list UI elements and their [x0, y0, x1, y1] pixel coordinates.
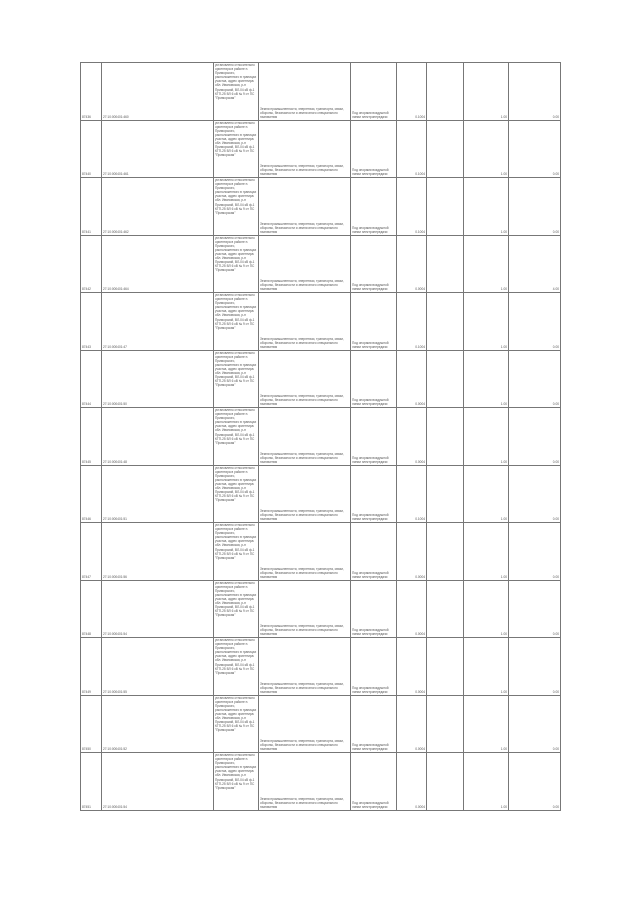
area-cell: 0.0004	[397, 753, 427, 811]
table-row	[81, 753, 561, 811]
category-cell: Земли промышленности, энергетики, транспорта, связи, обороны, безопасности и земли иного специального назначения	[259, 293, 351, 351]
value2-cell: 0.00	[509, 293, 561, 351]
location-cell: установлено относительно ориентира в районе п. Приморского, расположенного в границах участка, адрес ориентира: обл. Ивановская, р-н Приморский, ВЛ-04 кВ ф-1 КТП-25 ВЛ 6 кВ № 9 от ПС "Приморская"	[214, 178, 259, 236]
empty-cell	[427, 695, 464, 753]
usage-cell: Под опорами воздушной линии электропередачи	[351, 408, 397, 466]
id-cell: 87446	[81, 465, 102, 523]
category-cell: Земли промышленности, энергетики, транспорта, связи, обороны, безопасности и земли иного специального назначения	[259, 63, 351, 121]
usage-cell: Под опорами воздушной линии электропередачи	[351, 465, 397, 523]
empty-cell	[427, 350, 464, 408]
value2-cell: 0.00	[509, 753, 561, 811]
cadastral-number-cell: 27:10:000401:47	[102, 293, 214, 351]
value2-cell: 0.00	[509, 408, 561, 466]
table-row	[81, 408, 561, 466]
area-cell: 0.0004	[397, 695, 427, 753]
land-plots-table	[80, 62, 561, 811]
table-row	[81, 178, 561, 236]
category-cell: Земли промышленности, энергетики, транспорта, связи, обороны, безопасности и земли иного специального назначения	[259, 235, 351, 293]
empty-cell	[427, 63, 464, 121]
empty-cell	[427, 523, 464, 581]
usage-cell: Под опорами воздушной линии электропередачи	[351, 695, 397, 753]
area-cell: 0.0004	[397, 580, 427, 638]
area-cell: 0.1004	[397, 63, 427, 121]
cadastral-number-cell: 27:10:000401:52	[102, 695, 214, 753]
usage-cell: Под опорами воздушной линии электропередачи	[351, 753, 397, 811]
empty-cell	[427, 638, 464, 696]
id-cell: 87443	[81, 293, 102, 351]
id-cell: 87444	[81, 350, 102, 408]
category-cell: Земли промышленности, энергетики, транспорта, связи, обороны, безопасности и земли иного специального назначения	[259, 523, 351, 581]
area-cell: 0.1004	[397, 120, 427, 178]
table-row	[81, 235, 561, 293]
location-cell: установлено относительно ориентира в районе п. Приморского, расположенного в границах участка, адрес ориентира: обл. Ивановская, р-н Приморский, ВЛ-04 кВ ф-1 КТП-25 ВЛ 6 кВ № 9 от ПС "Приморская"	[214, 753, 259, 811]
location-cell: установлено относительно ориентира в районе п. Приморского, расположенного в границах участка, адрес ориентира: обл. Ивановская, р-н Приморский, ВЛ-04 кВ ф-1 КТП-25 ВЛ 6 кВ № 9 от ПС "Приморская"	[214, 235, 259, 293]
table-row	[81, 350, 561, 408]
id-cell: 87448	[81, 580, 102, 638]
value1-cell: 1.00	[464, 695, 509, 753]
cadastral-number-cell: 27:10:000401:54	[102, 580, 214, 638]
cadastral-number-cell: 27:10:000401:464	[102, 235, 214, 293]
value2-cell: 0.00	[509, 695, 561, 753]
area-cell: 0.0004	[397, 638, 427, 696]
category-cell: Земли промышленности, энергетики, транспорта, связи, обороны, безопасности и земли иного специального назначения	[259, 178, 351, 236]
value2-cell: 4.00	[509, 235, 561, 293]
usage-cell: Под опорами воздушной линии электропередачи	[351, 350, 397, 408]
category-cell: Земли промышленности, энергетики, транспорта, связи, обороны, безопасности и земли иного специального назначения	[259, 638, 351, 696]
category-cell: Земли промышленности, энергетики, транспорта, связи, обороны, безопасности и земли иного специального назначения	[259, 753, 351, 811]
value1-cell: 1.00	[464, 753, 509, 811]
usage-cell: Под опорами воздушной линии электропередачи	[351, 63, 397, 121]
usage-cell: Под опорами воздушной линии электропередачи	[351, 178, 397, 236]
id-cell: 87436	[81, 63, 102, 121]
area-cell: 0.0004	[397, 523, 427, 581]
value1-cell: 1.00	[464, 638, 509, 696]
area-cell: 0.0004	[397, 235, 427, 293]
table-row	[81, 638, 561, 696]
location-cell: установлено относительно ориентира в районе п. Приморского, расположенного в границах участка, адрес ориентира: обл. Ивановская, р-н Приморский, ВЛ-04 кВ ф-1 КТП-25 ВЛ 6 кВ № 9 от ПС "Приморская"	[214, 580, 259, 638]
value1-cell: 1.00	[464, 408, 509, 466]
usage-cell: Под опорами воздушной линии электропередачи	[351, 293, 397, 351]
id-cell: 87449	[81, 638, 102, 696]
location-cell: установлено относительно ориентира в районе п. Приморского, расположенного в границах участка, адрес ориентира: обл. Ивановская, р-н Приморский, ВЛ-04 кВ ф-1 КТП-25 ВЛ 6 кВ № 9 от ПС "Приморская"	[214, 695, 259, 753]
usage-cell: Под опорами воздушной линии электропередачи	[351, 120, 397, 178]
value2-cell: 0.00	[509, 523, 561, 581]
area-cell: 0.1004	[397, 178, 427, 236]
cadastral-number-cell: 27:10:000401:54	[102, 753, 214, 811]
id-cell: 87445	[81, 408, 102, 466]
area-cell: 0.1004	[397, 293, 427, 351]
value1-cell: 1.00	[464, 523, 509, 581]
table-row	[81, 293, 561, 351]
value2-cell: 0.00	[509, 580, 561, 638]
value1-cell: 1.00	[464, 293, 509, 351]
category-cell: Земли промышленности, энергетики, транспорта, связи, обороны, безопасности и земли иного специального назначения	[259, 408, 351, 466]
area-cell: 0.0004	[397, 408, 427, 466]
value2-cell: 0.00	[509, 63, 561, 121]
empty-cell	[427, 120, 464, 178]
table-row	[81, 120, 561, 178]
id-cell: 87450	[81, 695, 102, 753]
category-cell: Земли промышленности, энергетики, транспорта, связи, обороны, безопасности и земли иного специального назначения	[259, 695, 351, 753]
location-cell: установлено относительно ориентира в районе п. Приморского, расположенного в границах участка, адрес ориентира: обл. Ивановская, р-н Приморский, ВЛ-04 кВ ф-1 КТП-25 ВЛ 6 кВ № 9 от ПС "Приморская"	[214, 465, 259, 523]
cadastral-number-cell: 27:10:000401:51	[102, 465, 214, 523]
table-row	[81, 580, 561, 638]
id-cell: 87451	[81, 753, 102, 811]
usage-cell: Под опорами воздушной линии электропередачи	[351, 580, 397, 638]
cadastral-number-cell: 27:10:000401:48	[102, 408, 214, 466]
empty-cell	[427, 465, 464, 523]
value1-cell: 1.00	[464, 63, 509, 121]
empty-cell	[427, 178, 464, 236]
id-cell: 87440	[81, 120, 102, 178]
cadastral-number-cell: 27:10:000401:56	[102, 523, 214, 581]
id-cell: 87442	[81, 235, 102, 293]
category-cell: Земли промышленности, энергетики, транспорта, связи, обороны, безопасности и земли иного специального назначения	[259, 120, 351, 178]
location-cell: установлено относительно ориентира в районе п. Приморского, расположенного в границах участка, адрес ориентира: обл. Ивановская, р-н Приморский, ВЛ-04 кВ ф-1 КТП-25 ВЛ 6 кВ № 9 от ПС "Приморская"	[214, 408, 259, 466]
area-cell: 0.1004	[397, 465, 427, 523]
location-cell: установлено относительно ориентира в районе п. Приморского, расположенного в границах участка, адрес ориентира: обл. Ивановская, р-н Приморский, ВЛ-04 кВ ф-1 КТП-25 ВЛ 6 кВ № 9 от ПС "Приморская"	[214, 523, 259, 581]
empty-cell	[427, 293, 464, 351]
location-cell: установлено относительно ориентира в районе п. Приморского, расположенного в границах участка, адрес ориентира: обл. Ивановская, р-н Приморский, ВЛ-04 кВ ф-1 КТП-25 ВЛ 6 кВ № 9 от ПС "Приморская"	[214, 350, 259, 408]
category-cell: Земли промышленности, энергетики, транспорта, связи, обороны, безопасности и земли иного специального назначения	[259, 465, 351, 523]
table-row	[81, 523, 561, 581]
value1-cell: 1.00	[464, 465, 509, 523]
empty-cell	[427, 753, 464, 811]
usage-cell: Под опорами воздушной линии электропередачи	[351, 523, 397, 581]
empty-cell	[427, 580, 464, 638]
value2-cell: 0.00	[509, 120, 561, 178]
cadastral-number-cell: 27:10:000401:462	[102, 178, 214, 236]
area-cell: 0.0004	[397, 350, 427, 408]
value2-cell: 0.00	[509, 350, 561, 408]
value1-cell: 1.00	[464, 178, 509, 236]
id-cell: 87441	[81, 178, 102, 236]
value1-cell: 1.00	[464, 350, 509, 408]
table-row	[81, 63, 561, 121]
cadastral-number-cell: 27:10:000401:50	[102, 350, 214, 408]
location-cell: установлено относительно ориентира в районе п. Приморского, расположенного в границах участка, адрес ориентира: обл. Ивановская, р-н Приморский, ВЛ-04 кВ ф-1 КТП-25 ВЛ 6 кВ № 9 от ПС "Приморская"	[214, 638, 259, 696]
usage-cell: Под опорами воздушной линии электропередачи	[351, 638, 397, 696]
empty-cell	[427, 408, 464, 466]
cadastral-number-cell: 27:10:000401:55	[102, 638, 214, 696]
value1-cell: 1.00	[464, 235, 509, 293]
value1-cell: 1.00	[464, 120, 509, 178]
category-cell: Земли промышленности, энергетики, транспорта, связи, обороны, безопасности и земли иного специального назначения	[259, 580, 351, 638]
table-row	[81, 695, 561, 753]
value2-cell: 0.00	[509, 465, 561, 523]
usage-cell: Под опорами воздушной линии электропередачи	[351, 235, 397, 293]
table-row	[81, 465, 561, 523]
location-cell: установлено относительно ориентира в районе п. Приморского, расположенного в границах участка, адрес ориентира: обл. Ивановская, р-н Приморский, ВЛ-04 кВ ф-1 КТП-25 ВЛ 6 кВ № 9 от ПС "Приморская"	[214, 63, 259, 121]
value2-cell: 0.00	[509, 178, 561, 236]
table-body	[81, 63, 561, 811]
location-cell: установлено относительно ориентира в районе п. Приморского, расположенного в границах участка, адрес ориентира: обл. Ивановская, р-н Приморский, ВЛ-04 кВ ф-1 КТП-25 ВЛ 6 кВ № 9 от ПС "Приморская"	[214, 293, 259, 351]
cadastral-number-cell: 27:10:000401:461	[102, 120, 214, 178]
value1-cell: 1.00	[464, 580, 509, 638]
empty-cell	[427, 235, 464, 293]
category-cell: Земли промышленности, энергетики, транспорта, связи, обороны, безопасности и земли иного специального назначения	[259, 350, 351, 408]
location-cell: установлено относительно ориентира в районе п. Приморского, расположенного в границах участка, адрес ориентира: обл. Ивановская, р-н Приморский, ВЛ-04 кВ ф-1 КТП-25 ВЛ 6 кВ № 9 от ПС "Приморская"	[214, 120, 259, 178]
cadastral-number-cell: 27:10:000401:460	[102, 63, 214, 121]
value2-cell: 0.00	[509, 638, 561, 696]
id-cell: 87447	[81, 523, 102, 581]
